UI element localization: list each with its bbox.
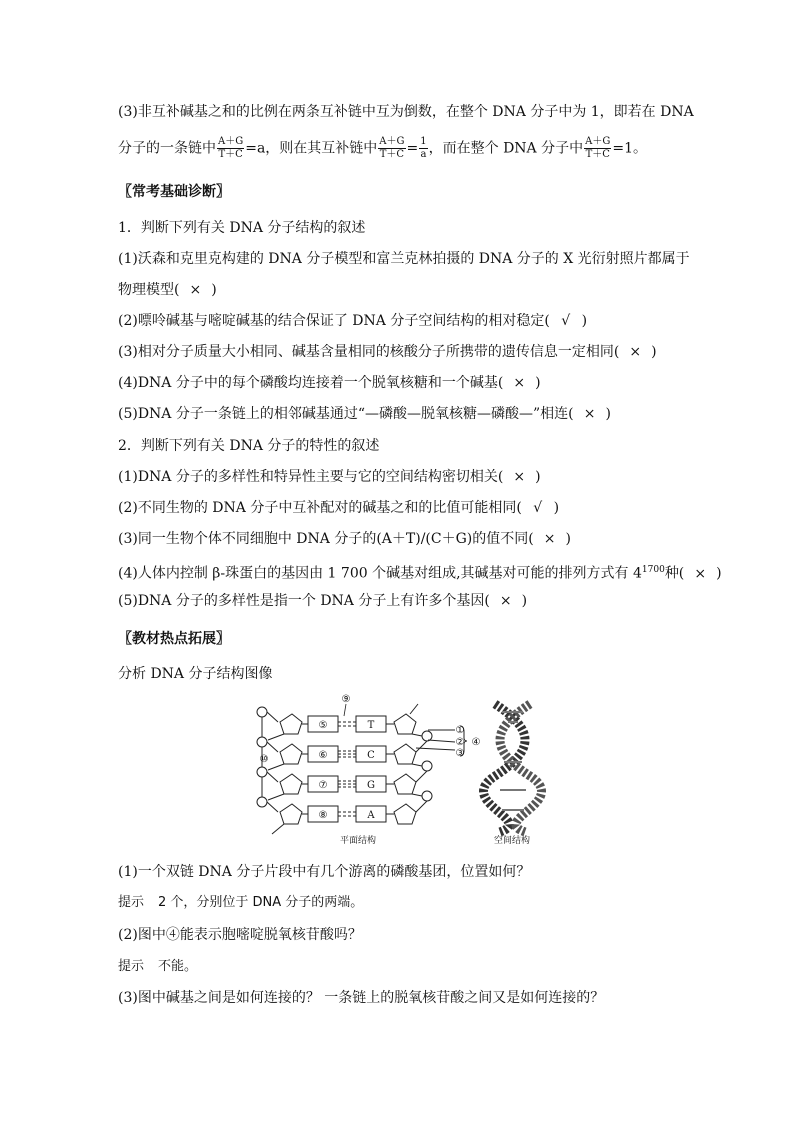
intro-text-2b: =a，则在其互补链中: [245, 140, 378, 157]
check-mark: √: [533, 500, 543, 516]
close-paren: ): [521, 593, 528, 609]
q2-item-3-text: (3)同一生物个体不同细胞中 DNA 分子的(A＋T)/(C＋G)的值不同(: [118, 531, 534, 547]
base-g: G: [367, 780, 375, 791]
cross-mark: ×: [583, 406, 596, 422]
base-c: C: [367, 750, 375, 761]
q1-title: 1．判断下列有关 DNA 分子结构的叙述: [118, 220, 366, 236]
q2-item-4-tail: 种(: [664, 565, 685, 582]
fraction-one-over-a: [419, 136, 427, 161]
fraction-numerator: A＋G: [585, 136, 611, 147]
q2-title: 2．判断下列有关 DNA 分子的特性的叙述: [118, 438, 380, 454]
fraction-numerator: A＋G: [379, 136, 405, 147]
label-8: ⑧: [318, 810, 328, 821]
q2-item-1-text: (1)DNA 分子的多样性和特异性主要与它的空间结构密切相关(: [118, 469, 504, 485]
fraction-numerator: A＋G: [218, 136, 244, 147]
intro-text-2e: =1。: [612, 140, 647, 157]
caption-plane: 平面结构: [339, 836, 377, 846]
intro-text-2d: ，而在整个 DNA 分子中: [428, 140, 584, 157]
close-paren: ): [651, 344, 657, 360]
hint-text-1: 2 个，分别位于 DNA 分子的两端。: [158, 895, 364, 910]
intro-text-2c: =: [406, 140, 419, 157]
cross-mark: ×: [513, 375, 526, 391]
fraction-denominator: T＋C: [379, 149, 405, 160]
label-9: ⑨: [341, 694, 351, 705]
label-3: ③: [455, 748, 465, 759]
q1-item-2-text: (2)嘌呤碱基与嘧啶碱基的结合保证了 DNA 分子空间结构的相对稳定(: [118, 313, 550, 329]
close-paren: ): [716, 565, 722, 582]
dna-structure-figure: [250, 690, 550, 850]
cross-mark: ×: [543, 531, 556, 547]
q1-item-4-text: (4)DNA 分子中的每个磷酸均连接着一个脱氧核糖和一个碱基(: [118, 375, 504, 391]
intro-text-2a: 分子的一条链中: [118, 140, 216, 157]
q2-item-1: [118, 467, 541, 487]
cross-mark: ×: [629, 344, 642, 360]
q1-item-5: [118, 404, 611, 424]
close-paren: ): [565, 531, 571, 547]
exponent: 1700: [641, 565, 665, 575]
hint-label: 提示: [118, 959, 145, 974]
caption-space: 空间结构: [493, 836, 531, 846]
q1-item-1a: (1)沃森和克里克构建的 DNA 分子模型和富兰克林拍摄的 DNA 分子的 X 光衍射照片都属于: [118, 251, 690, 267]
close-paren: ): [535, 469, 541, 485]
label-2: ②: [455, 737, 465, 748]
cross-mark: ×: [189, 282, 202, 298]
intro-line-2: [118, 136, 647, 161]
fraction-denominator: T＋C: [218, 149, 243, 160]
close-paren: ): [535, 375, 541, 391]
section-heading-extension: 〖教材热点拓展〗: [118, 631, 230, 647]
q2-item-5-text: (5)DNA 分子的多样性是指一个 DNA 分子上有许多个基因(: [118, 593, 490, 609]
hydrogen-bonds: [338, 722, 356, 816]
label-4: ④: [471, 737, 481, 748]
hint-label: 提示: [118, 895, 145, 910]
cross-mark: ×: [694, 565, 707, 582]
q1-item-3: [118, 342, 657, 362]
qa-question-2: (2)图中④能表示胞嘧啶脱氧核苷酸吗？: [118, 927, 362, 943]
fraction-numerator: 1: [420, 136, 427, 147]
close-paren: ): [211, 282, 217, 298]
close-paren: ): [581, 313, 588, 329]
label-6: ⑥: [318, 750, 328, 761]
qa-answer-1: [118, 893, 363, 913]
label-10: ⑩: [259, 754, 269, 765]
fraction-ag-tc-3: [584, 136, 611, 161]
fraction-denominator: T＋C: [585, 149, 610, 160]
q1-item-1b-text: 物理模型(: [118, 282, 180, 298]
hint-text-2: 不能。: [158, 959, 198, 974]
q2-item-5: [118, 591, 527, 611]
q1-item-5-text: (5)DNA 分子一条链上的相邻碱基通过“—磷酸—脱氧核糖—磷酸—”相连(: [118, 406, 574, 422]
q1-item-4: [118, 373, 541, 393]
section-heading-basic: 〖常考基础诊断〗: [118, 184, 230, 200]
cross-mark: ×: [513, 469, 526, 485]
q1-item-1b: [118, 280, 217, 300]
fraction-denominator: a: [420, 149, 427, 160]
intro-line-1: [118, 102, 694, 122]
base-a: A: [367, 810, 375, 821]
qa-question-1: (1)一个双链 DNA 分子片段中有几个游离的磷酸基团，位置如何？: [118, 864, 531, 880]
base-t: T: [367, 720, 375, 731]
cross-mark: ×: [499, 593, 512, 609]
label-1: ①: [455, 725, 465, 736]
double-helix-image: [483, 704, 541, 832]
q2-item-3: [118, 529, 571, 549]
close-paren: ): [553, 500, 560, 516]
fraction-ag-tc-1: [217, 136, 244, 161]
intro-text-1: (3)非互补碱基之和的比例在两条互补链中互为倒数，在整个 DNA 分子中为 1，即若在 DNA: [118, 104, 694, 120]
q1-item-3-text: (3)相对分子质量大小相同、碱基含量相同的核酸分子所携带的遗传信息一定相同(: [118, 344, 620, 360]
fraction-ag-tc-2: [378, 136, 405, 161]
label-5: ⑤: [318, 720, 328, 731]
q2-item-4: [118, 560, 722, 584]
q2-item-2: [118, 498, 559, 518]
check-mark: √: [561, 313, 571, 329]
analysis-title: 分析 DNA 分子结构图像: [118, 666, 273, 682]
label-7: ⑦: [318, 780, 328, 791]
close-paren: ): [605, 406, 611, 422]
q2-item-2-text: (2)不同生物的 DNA 分子中互补配对的碱基之和的比值可能相同(: [118, 500, 522, 516]
q2-item-4-text: (4)人体内控制 β-珠蛋白的基因由 1 700 个碱基对组成,其碱基对可能的排列方式有 4: [118, 565, 642, 582]
qa-answer-2: [118, 957, 197, 977]
q1-item-2: [118, 311, 587, 331]
qa-question-3: (3)图中碱基之间是如何连接的？ 一条链上的脱氧核苷酸之间又是如何连接的？: [118, 990, 605, 1006]
